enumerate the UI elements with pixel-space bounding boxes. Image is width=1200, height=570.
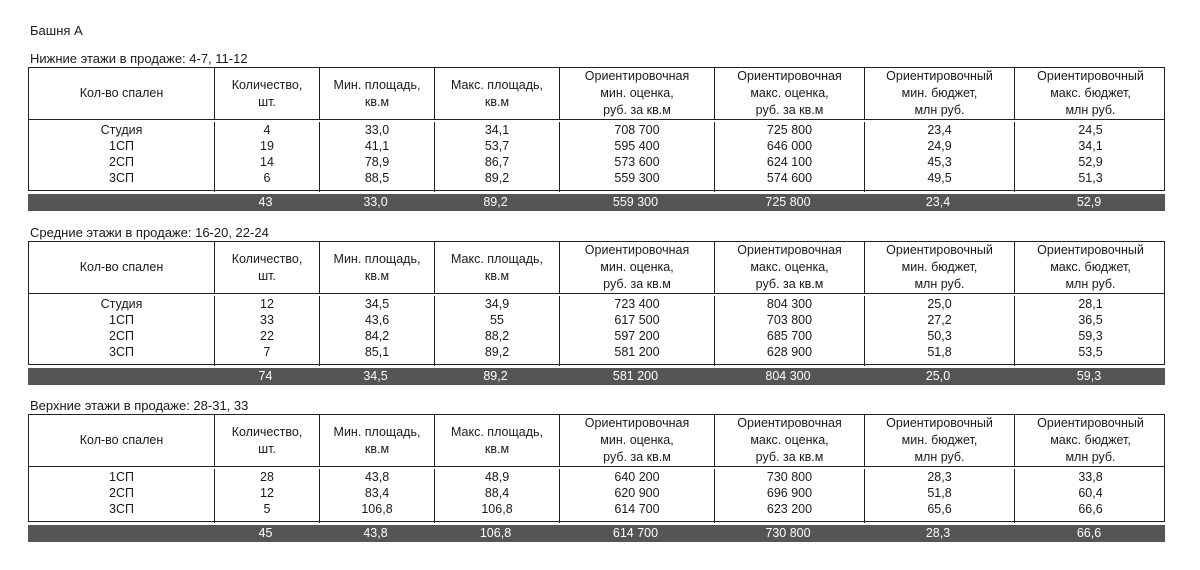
data-table (28, 241, 1165, 365)
cell-max-area: 88,2 (434, 328, 559, 344)
header-min-budget: Ориентировочный мин. бюджет, млн руб. (864, 242, 1014, 293)
cell-quantity: 12 (214, 296, 319, 312)
header-max-budget: Ориентировочный макс. бюджет, млн руб. (1014, 68, 1166, 119)
table-row (29, 344, 1164, 360)
cell-quantity: 22 (214, 328, 319, 344)
section-title: Верхние этажи в продаже: 28-31, 33 (30, 398, 249, 413)
cell-max-area: 106,8 (434, 501, 559, 517)
total-quantity: 45 (258, 526, 273, 540)
total-row (28, 194, 1165, 211)
cell-min-price: 708 700 (559, 122, 714, 138)
header-max-price: Ориентировочная макс. оценка, руб. за кв.м (714, 68, 864, 119)
total-min-area: 43,8 (363, 526, 388, 540)
header-min-budget: Ориентировочный мин. бюджет, млн руб. (864, 415, 1014, 466)
table-body (29, 469, 1164, 523)
header-bedrooms: Кол-во спален (79, 260, 164, 274)
cell-min-price: 573 600 (559, 154, 714, 170)
cell-max-price: 730 800 (714, 469, 864, 485)
table-row (29, 154, 1164, 170)
total-max-budget: 66,6 (1076, 526, 1102, 540)
cell-min-area: 78,9 (319, 154, 434, 170)
column-divider (214, 517, 319, 523)
header-min-budget: Ориентировочный мин. бюджет, млн руб. (864, 68, 1014, 119)
cell-max-budget: 60,4 (1014, 485, 1166, 501)
total-max-price: 804 300 (765, 369, 811, 383)
column-divider (559, 186, 714, 192)
section-title: Средние этажи в продаже: 16-20, 22-24 (30, 225, 269, 240)
column-divider (319, 517, 434, 523)
cell-quantity: 4 (214, 122, 319, 138)
cell-min-budget: 24,9 (864, 138, 1014, 154)
total-bedrooms (28, 368, 213, 385)
cell-bedrooms: 1СП (109, 139, 134, 153)
total-max-price: 725 800 (765, 195, 811, 209)
header-quantity: Количество, шт. (214, 415, 319, 466)
cell-quantity: 6 (214, 170, 319, 186)
cell-max-area: 89,2 (434, 170, 559, 186)
table-row (29, 328, 1164, 344)
total-max-area: 106,8 (479, 526, 512, 540)
cell-max-budget: 66,6 (1014, 501, 1166, 517)
total-max-price: 730 800 (765, 526, 811, 540)
header-quantity: Количество, шт. (214, 242, 319, 293)
cell-max-area: 55 (434, 312, 559, 328)
table-row-spacer (29, 186, 1164, 192)
cell-min-budget: 27,2 (864, 312, 1014, 328)
header-max-budget: Ориентировочный макс. бюджет, млн руб. (1014, 415, 1166, 466)
cell-max-area: 34,9 (434, 296, 559, 312)
cell-bedrooms: 1СП (109, 313, 134, 327)
cell-min-area: 83,4 (319, 485, 434, 501)
table-header-row (29, 415, 1164, 467)
cell-max-price: 624 100 (714, 154, 864, 170)
cell-max-budget: 52,9 (1014, 154, 1166, 170)
header-min-area: Мин. площадь, кв.м (319, 68, 434, 119)
header-max-area: Макс. площадь, кв.м (434, 415, 559, 466)
table-row (29, 296, 1164, 312)
total-max-budget: 59,3 (1076, 369, 1102, 383)
table-header-row (29, 242, 1164, 294)
total-max-budget: 52,9 (1076, 195, 1102, 209)
column-divider (434, 360, 559, 366)
cell-max-budget: 34,1 (1014, 138, 1166, 154)
cell-quantity: 5 (214, 501, 319, 517)
total-row (28, 368, 1165, 385)
cell-bedrooms: 3СП (109, 171, 134, 185)
cell-min-budget: 28,3 (864, 469, 1014, 485)
table-row-spacer (29, 517, 1164, 523)
header-bedrooms: Кол-во спален (79, 86, 164, 100)
cell-min-budget: 49,5 (864, 170, 1014, 186)
table-row (29, 485, 1164, 501)
cell-bedrooms: 3СП (109, 345, 134, 359)
cell-max-price: 574 600 (714, 170, 864, 186)
total-min-budget: 23,4 (925, 195, 951, 209)
cell-min-price: 640 200 (559, 469, 714, 485)
total-min-area: 34,5 (363, 369, 388, 383)
total-min-budget: 25,0 (925, 369, 951, 383)
cell-bedrooms: 3СП (109, 502, 134, 516)
column-divider (559, 517, 714, 523)
header-max-area: Макс. площадь, кв.м (434, 68, 559, 119)
cell-min-budget: 50,3 (864, 328, 1014, 344)
total-min-price: 581 200 (612, 369, 659, 383)
cell-max-price: 804 300 (714, 296, 864, 312)
column-divider (864, 360, 1014, 366)
total-bedrooms (28, 525, 213, 542)
header-min-area: Мин. площадь, кв.м (319, 415, 434, 466)
cell-max-area: 88,4 (434, 485, 559, 501)
cell-min-budget: 65,6 (864, 501, 1014, 517)
cell-min-area: 41,1 (319, 138, 434, 154)
cell-max-price: 685 700 (714, 328, 864, 344)
column-divider (319, 360, 434, 366)
column-divider (214, 186, 319, 192)
cell-max-budget: 53,5 (1014, 344, 1166, 360)
cell-min-area: 43,8 (319, 469, 434, 485)
table-row (29, 501, 1164, 517)
column-divider (714, 517, 864, 523)
cell-quantity: 28 (214, 469, 319, 485)
header-min-area: Мин. площадь, кв.м (319, 242, 434, 293)
cell-bedrooms: 2СП (109, 329, 134, 343)
cell-min-area: 84,2 (319, 328, 434, 344)
table-row (29, 170, 1164, 186)
table-body (29, 296, 1164, 366)
table-row (29, 122, 1164, 138)
cell-max-price: 646 000 (714, 138, 864, 154)
header-max-budget: Ориентировочный макс. бюджет, млн руб. (1014, 242, 1166, 293)
cell-min-price: 620 900 (559, 485, 714, 501)
cell-max-price: 725 800 (714, 122, 864, 138)
cell-min-budget: 23,4 (864, 122, 1014, 138)
table-row (29, 138, 1164, 154)
header-min-price: Ориентировочная мин. оценка, руб. за кв.м (559, 68, 714, 119)
cell-min-area: 43,6 (319, 312, 434, 328)
document-title: Башня А (30, 23, 83, 38)
cell-min-area: 88,5 (319, 170, 434, 186)
cell-min-budget: 25,0 (864, 296, 1014, 312)
total-quantity: 74 (258, 369, 273, 383)
cell-max-budget: 28,1 (1014, 296, 1166, 312)
cell-max-area: 86,7 (434, 154, 559, 170)
total-min-price: 614 700 (612, 526, 659, 540)
total-min-budget: 28,3 (925, 526, 951, 540)
table-row (29, 469, 1164, 485)
total-bedrooms (28, 194, 213, 211)
cell-max-area: 48,9 (434, 469, 559, 485)
cell-min-area: 106,8 (319, 501, 434, 517)
cell-min-budget: 51,8 (864, 344, 1014, 360)
cell-min-price: 559 300 (559, 170, 714, 186)
cell-quantity: 19 (214, 138, 319, 154)
cell-max-price: 628 900 (714, 344, 864, 360)
cell-quantity: 7 (214, 344, 319, 360)
cell-bedrooms: Студия (100, 123, 143, 137)
cell-min-price: 617 500 (559, 312, 714, 328)
column-divider (1014, 360, 1166, 366)
table-section (28, 225, 1165, 381)
cell-min-area: 34,5 (319, 296, 434, 312)
table-row (29, 312, 1164, 328)
column-divider (864, 186, 1014, 192)
cell-quantity: 12 (214, 485, 319, 501)
header-min-price: Ориентировочная мин. оценка, руб. за кв.м (559, 242, 714, 293)
column-divider (319, 186, 434, 192)
total-min-area: 33,0 (363, 195, 388, 209)
table-section (28, 398, 1165, 538)
header-min-price: Ориентировочная мин. оценка, руб. за кв.м (559, 415, 714, 466)
cell-min-budget: 51,8 (864, 485, 1014, 501)
total-max-area: 89,2 (483, 195, 508, 209)
cell-bedrooms: 2СП (109, 155, 134, 169)
cell-max-budget: 36,5 (1014, 312, 1166, 328)
cell-max-budget: 59,3 (1014, 328, 1166, 344)
header-quantity: Количество, шт. (214, 68, 319, 119)
column-divider (434, 517, 559, 523)
header-bedrooms: Кол-во спален (79, 433, 164, 447)
total-min-price: 559 300 (612, 195, 659, 209)
cell-bedrooms: 1СП (109, 470, 134, 484)
cell-bedrooms: Студия (100, 297, 143, 311)
table-header-row (29, 68, 1164, 120)
cell-max-price: 696 900 (714, 485, 864, 501)
total-quantity: 43 (258, 195, 273, 209)
cell-max-area: 53,7 (434, 138, 559, 154)
cell-max-price: 703 800 (714, 312, 864, 328)
cell-max-budget: 24,5 (1014, 122, 1166, 138)
cell-min-price: 597 200 (559, 328, 714, 344)
cell-max-budget: 51,3 (1014, 170, 1166, 186)
column-divider (864, 517, 1014, 523)
data-table (28, 67, 1165, 191)
table-row-spacer (29, 360, 1164, 366)
column-divider (214, 360, 319, 366)
cell-max-area: 89,2 (434, 344, 559, 360)
header-max-area: Макс. площадь, кв.м (434, 242, 559, 293)
column-divider (714, 360, 864, 366)
column-divider (714, 186, 864, 192)
data-table (28, 414, 1165, 522)
section-title: Нижние этажи в продаже: 4-7, 11-12 (30, 51, 248, 66)
column-divider (559, 360, 714, 366)
column-divider (1014, 517, 1166, 523)
total-max-area: 89,2 (483, 369, 508, 383)
cell-min-price: 614 700 (559, 501, 714, 517)
total-row (28, 525, 1165, 542)
column-divider (434, 186, 559, 192)
cell-max-price: 623 200 (714, 501, 864, 517)
header-max-price: Ориентировочная макс. оценка, руб. за кв.м (714, 242, 864, 293)
table-section (28, 51, 1165, 207)
table-body (29, 122, 1164, 192)
cell-quantity: 33 (214, 312, 319, 328)
column-divider (1014, 186, 1166, 192)
cell-min-price: 723 400 (559, 296, 714, 312)
cell-min-price: 595 400 (559, 138, 714, 154)
cell-bedrooms: 2СП (109, 486, 134, 500)
cell-max-budget: 33,8 (1014, 469, 1166, 485)
cell-min-area: 33,0 (319, 122, 434, 138)
cell-min-budget: 45,3 (864, 154, 1014, 170)
header-max-price: Ориентировочная макс. оценка, руб. за кв.м (714, 415, 864, 466)
cell-min-price: 581 200 (559, 344, 714, 360)
cell-max-area: 34,1 (434, 122, 559, 138)
cell-quantity: 14 (214, 154, 319, 170)
cell-min-area: 85,1 (319, 344, 434, 360)
